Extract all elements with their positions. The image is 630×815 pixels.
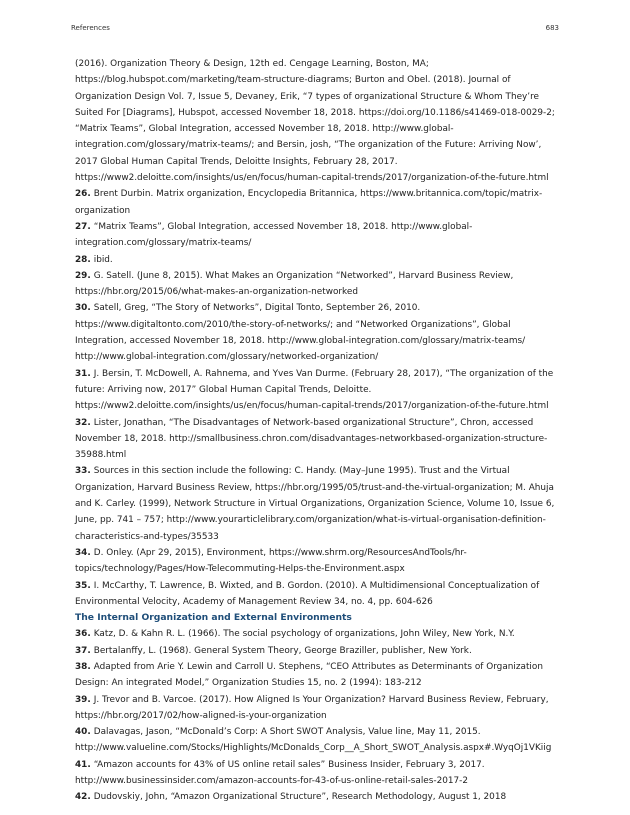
reference-entry: 26. Brent Durbin. Matrix organization, Encyclopedia Britannica, https://www.britannica.com/topic/matrix-organization (75, 189, 543, 216)
reference-entry: (2016). Organization Theory & Design, 12th ed. Cengage Learning, Boston, MA; https://blog.hubspot.com/marketing/team-structure-diagrams; Burton and Obel. (2018). Journal of Organization Design Vol. 7, Issue 5, Devaney, Erik, “7 types of organizational Structure & Whom They’re Suited For [Diagrams], Hubspot, accessed November 18, 2018. https://doi.org/10.1186/s41469-018-0029-2; “Matrix Teams”, Global Integration, accessed November 18, 2018. http://www.global-integration.com/glossary/matrix-teams/; and Bersin, josh, “The organization of the Future: Arriving Now’, 2017 Global Human Capital Trends, Deloitte Insights, February 28, 2017. https://www2.deloitte.com/insights/us/en/focus/human-capital-trends/2017/organization-of-the-future.html (75, 59, 555, 184)
page-header (71, 24, 559, 36)
running-head: References (71, 24, 110, 32)
reference-entry: 35. I. McCarthy, T. Lawrence, B. Wixted, and B. Gordon. (2010). A Multidimensional Conceptualization of Environmental Velocity, Academy of Management Review 34, no. 4, pp. 604-626 (75, 580, 540, 607)
section-heading: The Internal Organization and External Environments (75, 612, 352, 624)
page-number: 683 (545, 24, 559, 32)
reference-entry: 42. Dudovskiy, John, “Amazon Organizational Structure”, Research Methodology, August 1, 2018 (75, 792, 507, 803)
reference-entry: 28. ibid. (75, 254, 113, 265)
reference-entry: 29. G. Satell. (June 8, 2015). What Makes an Organization “Networked”, Harvard Business Review, https://hbr.org/2015/06/what-makes-an-organization-networked (75, 270, 514, 298)
reference-entry: 34. D. Onley. (Apr 29, 2015), Environment, https://www.shrm.org/ResourcesAndTools/hr-topics/technology/Pages/How-Telecommuting-Helps-the-Environment.aspx (75, 547, 467, 575)
reference-entry: 30. Satell, Greg, “The Story of Networks”, Digital Tonto, September 26, 2010. https://www.digitaltonto.com/2010/the-story-of-networks/; and “Networked Organizations”, Global Integration, accessed November 18, 2018. http://www.global-integration.com/glossary/matrix-teams/ http://www.global-integration.com/glossary/networked-organization/ (75, 303, 526, 363)
references-body (75, 56, 565, 806)
reference-entry: 31. J. Bersin, T. McDowell, A. Rahnema, and Yves Van Durme. (February 28, 2017), “The organization of the future: Arriving now, 2017” Global Human Capital Trends, Deloitte. https://www2.deloitte.com/insights/us/en/focus/human-capital-trends/2017/organization-of-the-future.html (75, 368, 554, 412)
reference-entry: 27. “Matrix Teams”, Global Integration, accessed November 18, 2018. http://www.global-integration.com/glossary/matrix-teams/ (75, 221, 473, 249)
reference-entry: 41. “Amazon accounts for 43% of US online retail sales” Business Insider, February 3, 2017. http://www.businessinsider.com/amazon-accounts-for-43-of-us-online-retail-sales-2017-2 (75, 759, 485, 787)
reference-entry: 38. Adapted from Arie Y. Lewin and Carroll U. Stephens, “CEO Attributes as Determinants of Organization Design: An integrated Model,” Organization Studies 15, no. 2 (1994): 183-212 (75, 661, 543, 689)
reference-entry: 36. Katz, D. & Kahn R. L. (1966). The social psychology of organizations, John Wiley, New York, N.Y. (75, 629, 515, 640)
reference-entry: 39. J. Trevor and B. Varcoe. (2017). How Aligned Is Your Organization? Harvard Business Review, February, https://hbr.org/2017/02/how-aligned-is-your-organization (75, 694, 549, 721)
reference-entry: 37. Bertalanffy, L. (1968). General System Theory, George Braziller, publisher, New York. (75, 645, 472, 656)
reference-entry: 33. Sources in this section include the following: C. Handy. (May–June 1995). Trust and the Virtual Organization, Harvard Business Review, https://hbr.org/1995/05/trust-and-the-virtual-organization; M. Ahuja and K. Carley. (1999), Network Structure in Virtual Organizations, Organization Science, Volume 10, Issue 6, June, pp. 741 – 757; http://www.yourarticlelibrary.com/organization/what-is-virtual-organisation-definition-characteristics-and-types/35533 (75, 466, 555, 542)
reference-entry: 32. Lister, Jonathan, “The Disadvantages of Network-based organizational Structure”, Chron, accessed November 18, 2018. http://smallbusiness.chron.com/disadvantages-networkbased-organization-structure-35988.html (75, 417, 548, 461)
reference-entry: 40. Dalavagas, Jason, “McDonald’s Corp: A Short SWOT Analysis, Value line, May 11, 2015. http://www.valueline.com/Stocks/Highlights/McDonalds_Corp__A_Short_SWOT_Analysis.aspx#.WyqOj1VKiig (75, 727, 552, 754)
